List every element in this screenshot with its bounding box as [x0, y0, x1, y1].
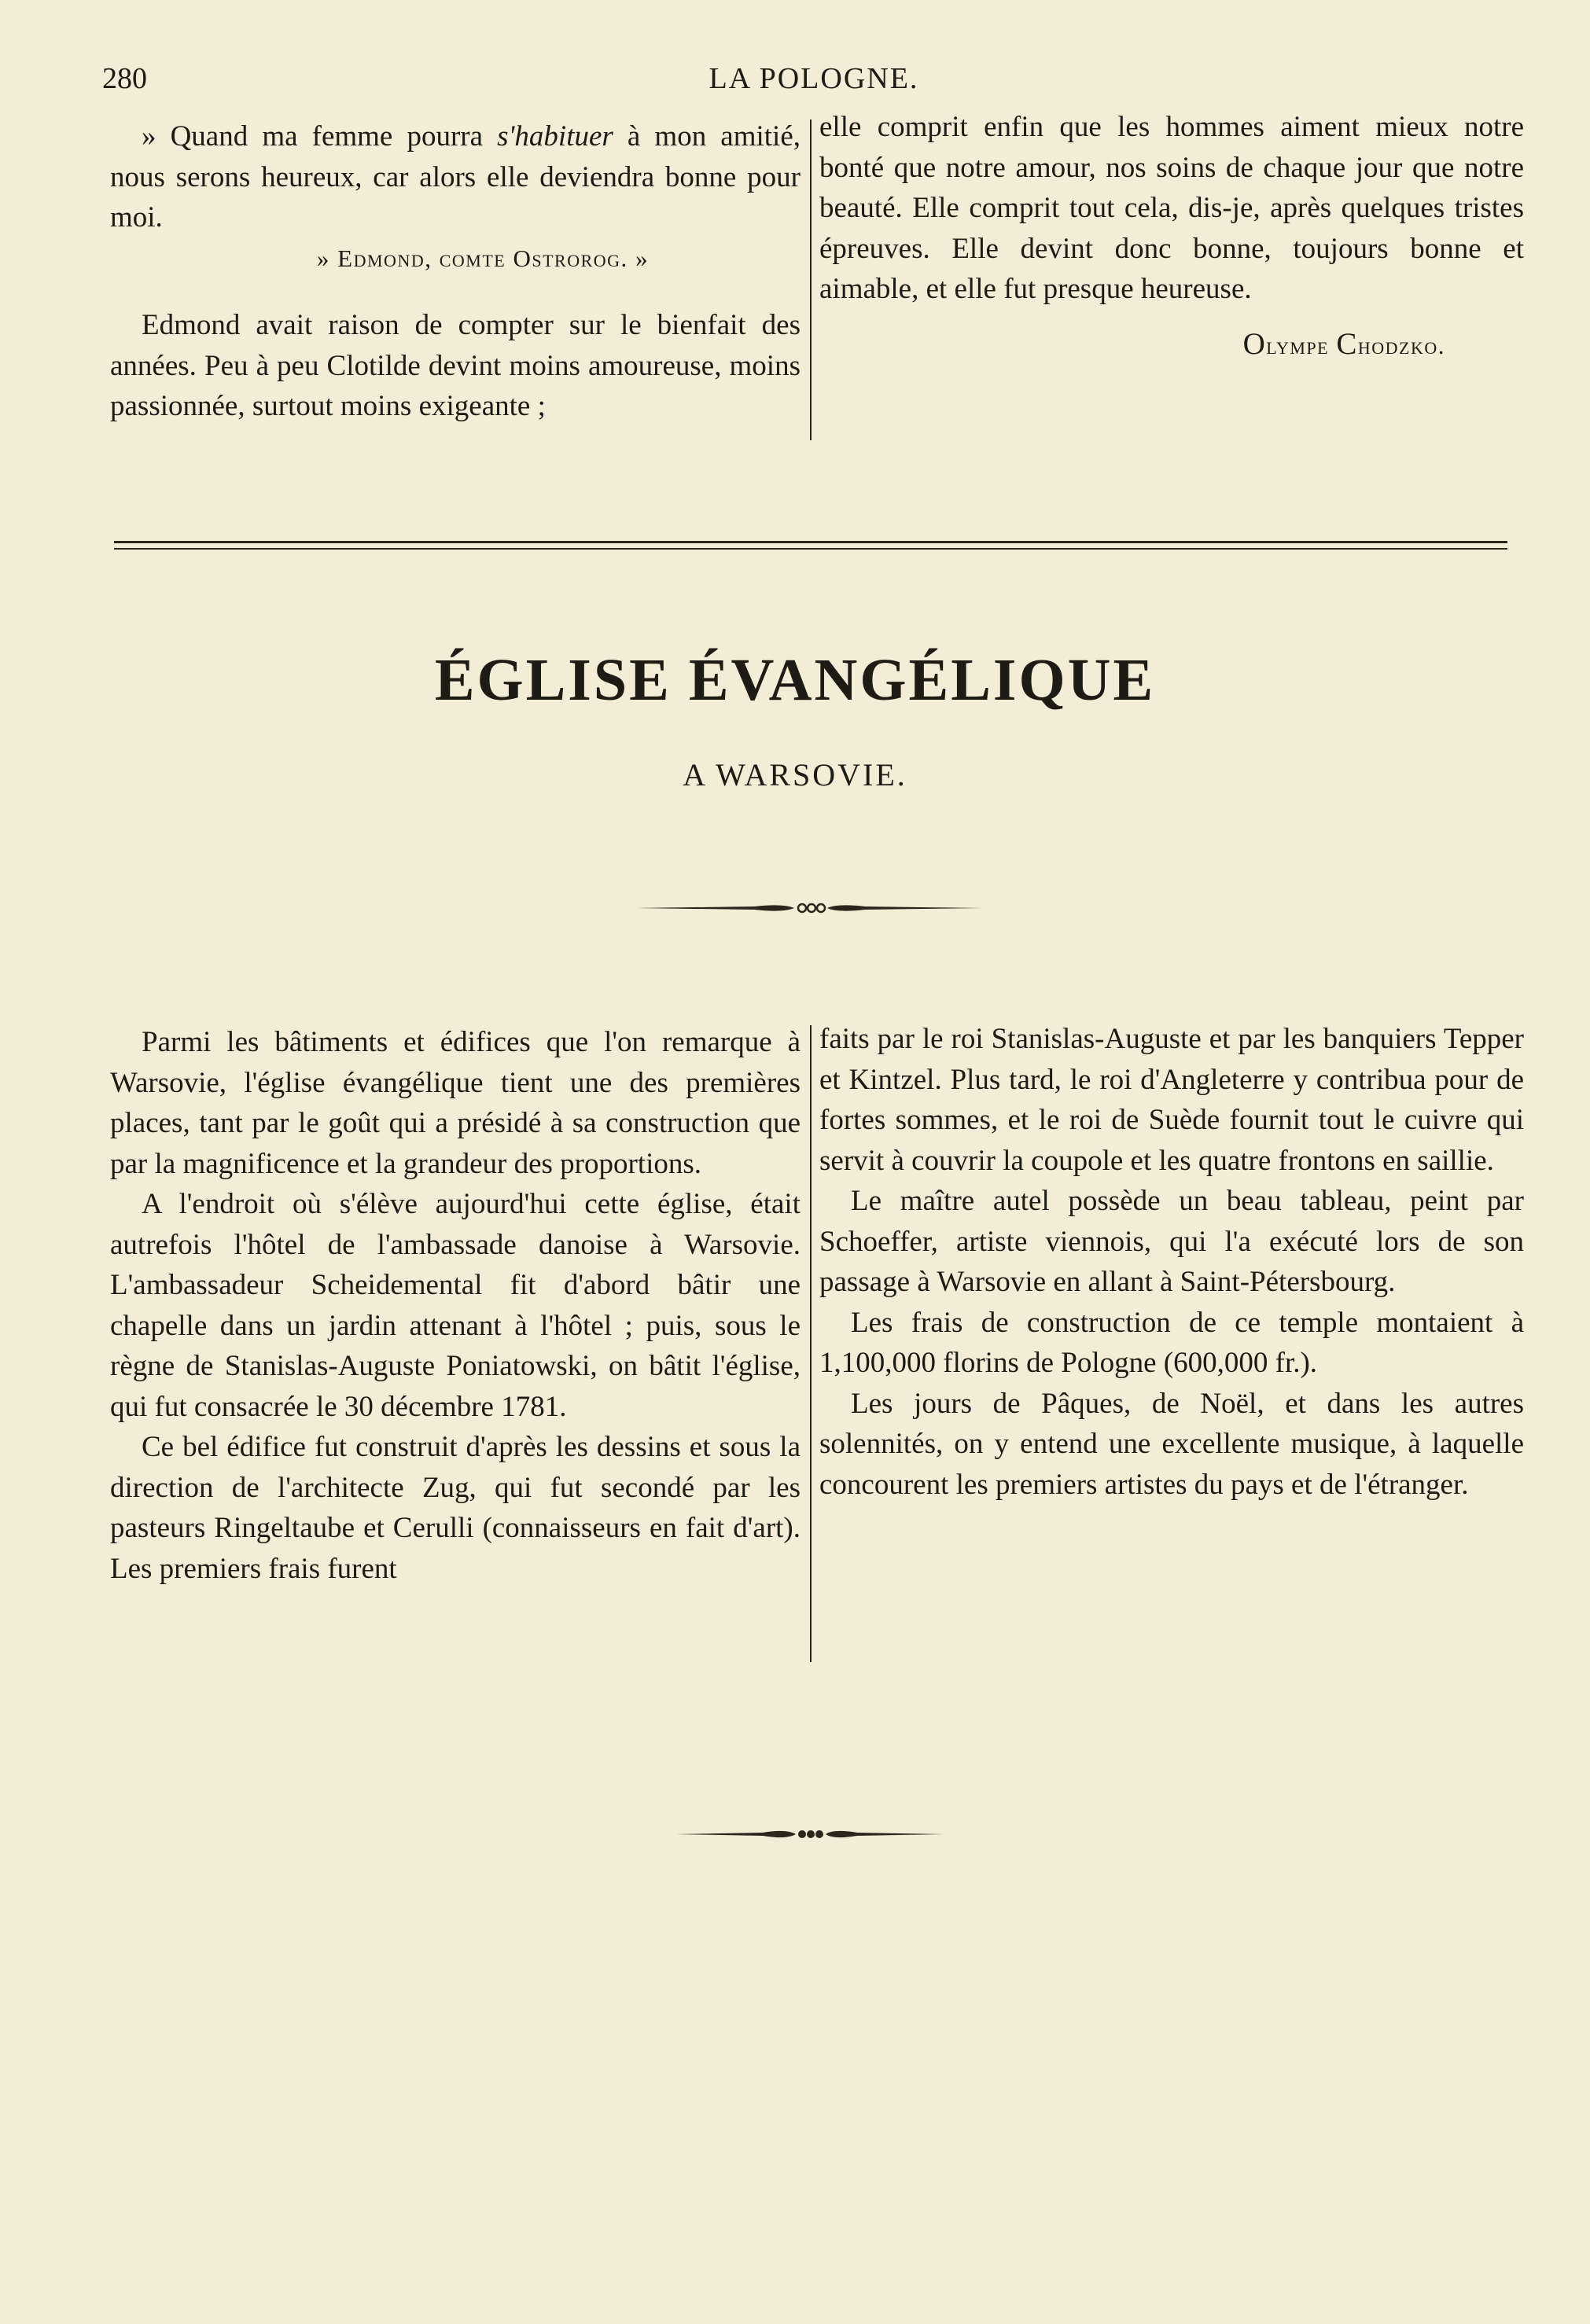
article-subtitle: A WARSOVIE. — [683, 757, 907, 792]
quote-paragraph: » Quand ma femme pourra s'habituer à mon amitié, nous serons heureux, car alors elle deviendra bonne pour moi. — [110, 120, 801, 234]
article-paragraph: faits par le roi Stanislas-Auguste et par les banquiers Tepper et Kintzel. Plus tard, le roi d'Angleterre y contribua pour de fortes sommes, et le roi de Suède fournit tout le cuivre qui servit à couvrir la coupole et les quatre frontons en saillie. — [819, 1023, 1524, 1177]
article-left-column — [110, 1022, 801, 1589]
article-paragraph: Les frais de construction de ce temple montaient à 1,100,000 florins de Pologne (600,000 fr.). — [819, 1306, 1524, 1379]
running-title: LA POLOGNE. — [709, 62, 919, 95]
column-divider — [810, 1025, 812, 1662]
letter-signature: » Edmond, comte Ostrorog. » — [316, 244, 650, 272]
article-paragraph: A l'endroit où s'élève aujourd'hui cette église, était autrefois l'hôtel de l'ambassade danoise à Warsovie. L'ambassadeur Scheidemental fit d'abord bâtir une chapelle dans un jardin attenant à l'hôtel ; puis, sous le règne de Stanislas-Auguste Poniatowski, on bâtit l'église, qui fut consacrée le 30 décembre 1781. — [110, 1188, 801, 1423]
column-divider — [810, 120, 812, 440]
author-signature: Olympe Chodzko. — [1242, 326, 1445, 361]
section-separator — [114, 541, 1507, 550]
article-paragraph: Les jours de Pâques, de Noël, et dans les autres solennités, on y entend une excellente musique, à laquelle concourent les premiers artistes du pays et de l'étranger. — [819, 1387, 1524, 1501]
article-title: ÉGLISE ÉVANGÉLIQUE — [434, 647, 1156, 713]
top-right-column — [819, 107, 1524, 366]
running-head — [102, 61, 1526, 108]
narrative-paragraph: Edmond avait raison de compter sur le bienfait des années. Peu à peu Clotilde devint moins amoureuse, moins passionnée, surtout moins exigeante ; — [110, 309, 801, 422]
end-ornament — [676, 1822, 944, 1846]
article-paragraph: Le maître autel possède un beau tableau, peint par Schoeffer, artiste viennois, qui l'a exécuté lors de son passage à Warsovie en allant à Saint-Pétersbourg. — [819, 1185, 1524, 1298]
article-right-column — [819, 1019, 1524, 1505]
narrative-paragraph: elle comprit enfin que les hommes aiment mieux notre bonté que notre amour, nos soins de chaque jour que notre beauté. Elle comprit tout cela, dis-je, après quelques tristes épreuves. Elle devint donc bonne, toujours bonne et aimable, et elle fut presque heureuse. — [819, 111, 1524, 305]
title-ornament — [637, 896, 983, 920]
article-paragraph: Ce bel édifice fut construit d'après les dessins et sous la direction de l'architecte Zug, qui fut secondé par les pasteurs Ringeltaube et Cerulli (connaisseurs en fait d'art). Les premiers frais furent — [110, 1431, 801, 1585]
italic-word: s'habituer — [497, 120, 613, 153]
top-left-column — [110, 116, 801, 427]
article-paragraph: Parmi les bâtiments et édifices que l'on remarque à Warsovie, l'église évangélique tient une des premières places, tant par le goût qui a présidé à sa construction que par la magnificence et la grandeur des proportions. — [110, 1026, 801, 1180]
page-number: 280 — [102, 62, 147, 95]
